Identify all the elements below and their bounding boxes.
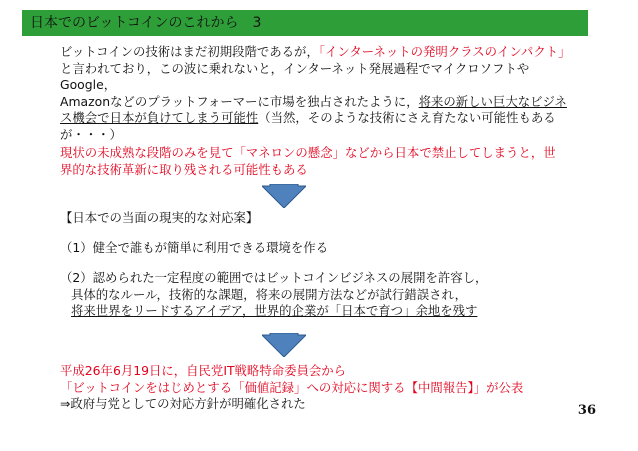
- para1-line1: [60, 44, 580, 61]
- para1-line4: [60, 110, 580, 127]
- slide-title: 日本でのビットコインのこれから 3: [30, 15, 262, 31]
- para1-line3-underlined: 将来の新しい巨大なビジネ: [418, 93, 567, 109]
- para3-line2: 「ビットコインをはじめとする「価値記録」への対応に関する【中間報告】」が公表: [60, 379, 524, 395]
- para1-line4-underlined: ス機会で日本が負けてしまう可能性: [60, 110, 259, 125]
- para1-line1-red: 「インターネットの発明クラスのインパクト」: [318, 44, 571, 59]
- para3-line1: 平成26年6月19日に，自民党IT戦略特命委員会から: [60, 363, 347, 378]
- slide-title-bar: [22, 10, 588, 36]
- down-arrow-icon: [262, 184, 306, 208]
- paragraph-risk: [60, 145, 580, 178]
- proposal-item-2: [60, 270, 580, 320]
- paragraph-impact: [60, 44, 580, 143]
- proposal-item2-line1: （2）認められた一定程度の範囲ではビットコインビジネスの展開を許容し，: [60, 270, 488, 285]
- paragraph-report: [60, 363, 580, 413]
- down-arrow-icon: [262, 333, 306, 357]
- proposal-item2-line3: 将来世界をリードするアイデア，世界的企業が「日本で育つ」余地を残す: [71, 303, 478, 318]
- proposal-item2-line3-wrap: [60, 303, 580, 320]
- para1-line1-text: ビットコインの技術はまだ初期段階であるが，: [60, 44, 319, 59]
- para2-line2: 界的な技術革新に取り残される可能性もある: [60, 161, 308, 177]
- para1-line3-text: Amazonなどのプラットフォーマーに市場を独占されたように，: [60, 93, 419, 109]
- proposal-item2-line2: 具体的なルール，技術的な課題，将来の展開方法などが試行錯誤され，: [71, 286, 468, 302]
- page-number: 36: [577, 403, 596, 418]
- para3-line3: ⇒政府与党としての対応方針が明確化された: [60, 396, 306, 411]
- para2-line1: 現状の未成熟な段階のみを見て「マネロンの懸念」などから日本で禁止してしまうと，世: [60, 145, 556, 160]
- proposal-heading: 【日本での当面の現実的な対応案】: [60, 210, 259, 225]
- para1-line5: が・・・）: [60, 126, 122, 142]
- proposal-item-1: （1）健全で誰もが簡単に利用できる環境を作る: [60, 240, 329, 255]
- para1-line4-text: （当然，そのような技術にさえ育たない可能性もある: [258, 110, 556, 125]
- para1-line2: と言われており，この波に乗れないと，インターネット発展過程でマイクロソフトやGoogle，: [60, 60, 530, 92]
- para1-line3: [60, 94, 580, 111]
